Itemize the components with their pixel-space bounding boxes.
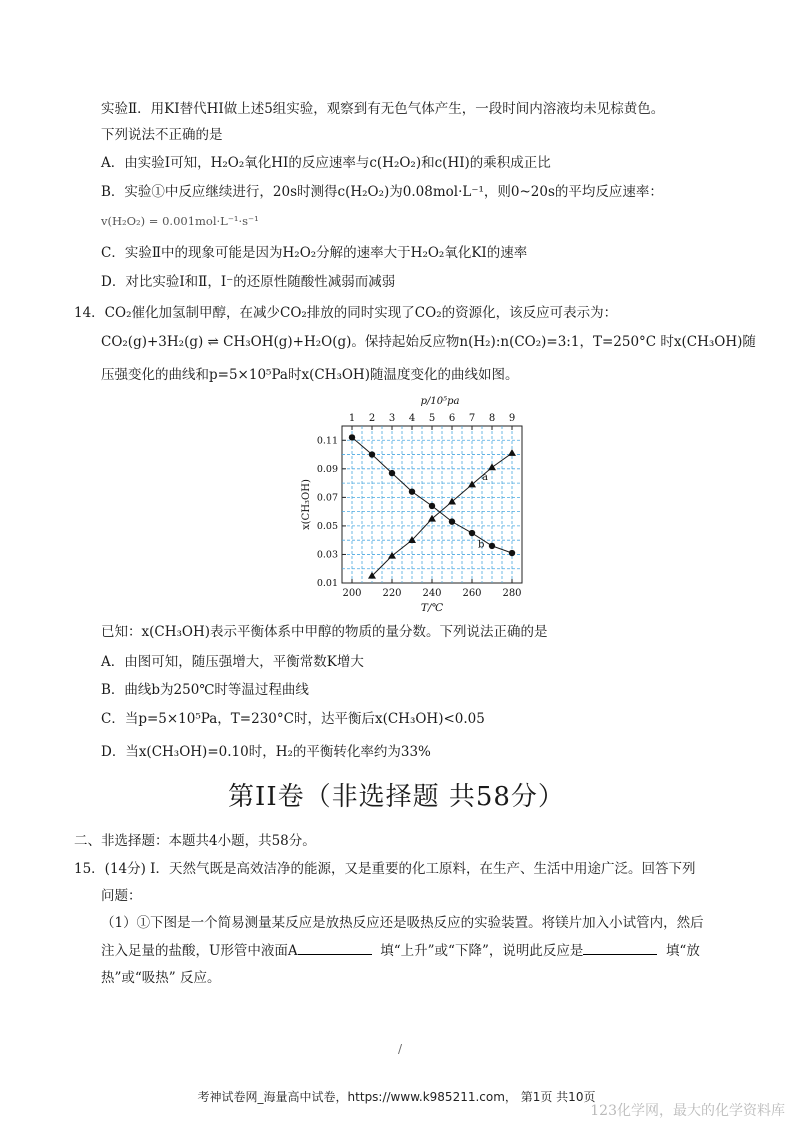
answer-blank[interactable] xyxy=(298,942,372,955)
data-point-b xyxy=(429,503,435,509)
text-line: 热”或“吸热” 反应。 xyxy=(101,970,221,986)
text-line: 压强变化的曲线和p=5×10⁵Pa时x(CH₃OH)随温度变化的曲线如图。 xyxy=(101,367,519,383)
y-tick-label: 0.01 xyxy=(316,578,338,589)
x-tick-label: 260 xyxy=(462,588,482,599)
formula-line: v(H₂O₂) = 0.001mol·L⁻¹·s⁻¹ xyxy=(101,214,259,228)
x2-tick-label: 5 xyxy=(428,413,436,424)
section-title: 第II卷（非选择题 共58分） xyxy=(228,782,565,812)
option-c: C．当p=5×10⁵Pa，T=230°C时，达平衡后x(CH₃OH)<0.05 xyxy=(101,711,485,727)
question-15: 15．(14分) Ⅰ．天然气既是高效洁净的能源，又是重要的化工原料，在生产、生活中用途广泛。回答下列 xyxy=(74,861,696,877)
option-d: D．当x(CH₃OH)=0.10时，H₂的平衡转化率约为33% xyxy=(101,744,431,760)
option-c: C．实验Ⅱ中的现象可能是因为H₂O₂分解的速率大于H₂O₂氧化KI的速率 xyxy=(101,245,528,261)
x2-tick-label: 7 xyxy=(468,413,476,424)
y-axis-label: x(CH₃OH) xyxy=(301,479,312,530)
x-tick-label: 220 xyxy=(382,588,402,599)
x2-tick-label: 4 xyxy=(408,413,416,424)
question-prompt: 下列说法不正确的是 xyxy=(101,127,223,143)
x-tick-label: 240 xyxy=(422,588,442,599)
section-heading: 二、非选择题：本题共4小题，共58分。 xyxy=(74,833,316,849)
option-a: A．由图可知，随压强增大，平衡常数K增大 xyxy=(101,654,364,670)
text-line: （1）①下图是一个简易测量某反应是放热反应还是吸热反应的实验装置。将镁片加入小试管内，然后 xyxy=(101,915,704,931)
data-point-b xyxy=(369,451,375,457)
fill-in-line xyxy=(101,942,700,960)
x2-tick-label: 1 xyxy=(348,413,356,424)
page-footer: 考神试卷网_海量高中试卷，https://www.k985211.com， 第1页 共10页 xyxy=(197,1090,596,1104)
question-14: 14．CO₂催化加氢制甲醇，在减少CO₂排放的同时实现了CO₂的资源化，该反应可表示为： xyxy=(74,305,618,321)
x2-tick-label: 8 xyxy=(488,413,496,424)
known-info: 已知：x(CH₃OH)表示平衡体系中甲醇的物质的量分数。下列说法正确的是 xyxy=(101,624,548,640)
x2-tick-label: 3 xyxy=(388,413,396,424)
data-point-b xyxy=(449,518,455,524)
answer-blank[interactable] xyxy=(583,942,657,955)
x-tick-label: 200 xyxy=(342,588,362,599)
text-line: 实验Ⅱ．用KI替代HI做上述5组实验，观察到有无色气体产生，一段时间内溶液均未见棕黄色。 xyxy=(101,101,665,117)
data-point-b xyxy=(469,530,475,536)
series-label-a: a xyxy=(482,471,488,483)
option-a: A．由实验Ⅰ可知，H₂O₂氧化HI的反应速率与c(H₂O₂)和c(HI)的乘积成正比 xyxy=(101,155,551,171)
data-point-b xyxy=(389,470,395,476)
x2-axis-label: p/10⁵pa xyxy=(420,396,460,407)
x2-tick-label: 2 xyxy=(368,413,376,424)
text-segment: 填“放 xyxy=(665,943,700,959)
chart xyxy=(300,388,540,616)
text-line: 问题： xyxy=(101,888,142,904)
y-tick-label: 0.09 xyxy=(316,463,338,475)
y-tick-label: 0.07 xyxy=(316,492,338,504)
data-point-b xyxy=(409,488,415,494)
reaction-equation: CO₂(g)+3H₂(g) ⇌ CH₃OH(g)+H₂O(g)。保持起始反应物n(H₂):n(CO₂)=3:1，T=250°C 时x(CH₃OH)随 xyxy=(101,334,756,350)
text-segment: 填“上升”或“下降”，说明此反应是 xyxy=(380,943,584,959)
y-tick-label: 0.11 xyxy=(316,435,338,447)
x-axis-label: T/℃ xyxy=(420,602,444,614)
watermark: 123化学网，最大的化学资料库 xyxy=(590,1103,785,1119)
data-point-b xyxy=(509,550,515,556)
x2-tick-label: 6 xyxy=(448,413,456,424)
option-b: B．曲线b为250℃时等温过程曲线 xyxy=(101,682,309,698)
option-d: D．对比实验Ⅰ和Ⅱ，Ⅰ⁻的还原性随酸性减弱而减弱 xyxy=(101,274,396,290)
data-point-b xyxy=(349,434,355,440)
data-point-b xyxy=(489,543,495,549)
y-tick-label: 0.03 xyxy=(316,549,338,561)
text-segment: 注入足量的盐酸，U形管中液面A xyxy=(101,943,298,959)
series-label-b: b xyxy=(478,539,485,551)
y-tick-label: 0.05 xyxy=(316,520,338,532)
x2-tick-label: 9 xyxy=(508,413,516,424)
x-tick-label: 280 xyxy=(502,588,522,599)
option-b: B．实验①中反应继续进行，20s时测得c(H₂O₂)为0.08mol·L⁻¹，则0~20s的平均反应速率： xyxy=(101,184,663,200)
page-mark: / xyxy=(398,1042,403,1056)
